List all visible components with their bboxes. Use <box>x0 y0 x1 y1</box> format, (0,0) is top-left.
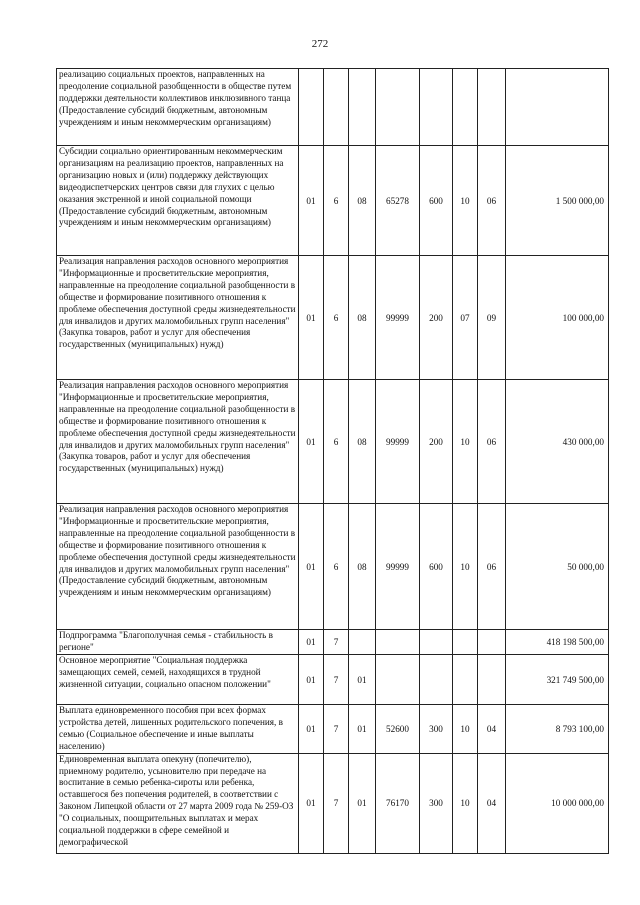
code-main-activity <box>349 630 376 655</box>
code-direction: 52600 <box>376 705 420 754</box>
code-subsection: 04 <box>478 753 506 853</box>
code-subprogram: 7 <box>324 753 349 853</box>
code-expense-type <box>420 630 453 655</box>
code-subsection: 06 <box>478 146 506 256</box>
code-section: 10 <box>453 753 478 853</box>
code-subprogram: 6 <box>324 146 349 256</box>
row-description: Реализация направления расходов основного мероприятия "Информационные и просветительские мероприятия, направленные на преодоление социальной разобщенности в обществе и формирование позитивного отношения к проблеме обеспечения доступной среды жизнедеятельности для инвалидов и других маломобильных групп населения" (Закупка товаров, работ и услуг для обеспечения государственных (муниципальных) нужд) <box>57 380 299 504</box>
code-subprogram: 7 <box>324 655 349 705</box>
row-description: Подпрограмма "Благополучная семья - стабильность в регионе" <box>57 630 299 655</box>
row-description: Субсидии социально ориентированным некоммерческим организациям на реализацию проектов, направленных на организацию новых и (или) поддержку действующих видеодиспетчерских центров связи для глухих с целью оказания экстренной и иной социальной помощи (Предоставление субсидий бюджетным, автономным учреждениям и иным некоммерческим организациям) <box>57 146 299 256</box>
row-amount: 321 749 500,00 <box>506 655 609 705</box>
code-expense-type: 600 <box>420 504 453 630</box>
row-description: Реализация направления расходов основного мероприятия "Информационные и просветительские мероприятия, направленные на преодоление социальной разобщенности в обществе и формирование позитивного отношения к проблеме обеспечения доступной среды жизнедеятельности для инвалидов и других маломобильных групп населения" (Предоставление субсидий бюджетным, автономным учреждениям и иным некоммерческим организациям) <box>57 504 299 630</box>
code-subprogram <box>324 69 349 146</box>
code-section: 10 <box>453 705 478 754</box>
row-amount: 1 500 000,00 <box>506 146 609 256</box>
code-subprogram: 6 <box>324 256 349 380</box>
code-section: 10 <box>453 380 478 504</box>
code-direction <box>376 69 420 146</box>
code-program <box>299 69 324 146</box>
table-row <box>57 705 609 754</box>
code-direction: 76170 <box>376 753 420 853</box>
code-main-activity: 08 <box>349 146 376 256</box>
code-subprogram: 6 <box>324 504 349 630</box>
row-description: Единовременная выплата опекуну (попечителю), приемному родителю, усыновителю при передаче на воспитание в семью ребенка-сироты или ребенка, оставшегося без попечения родителей, в соответствии с Законом Липецкой области от 27 марта 2009 года № 259-ОЗ "О социальных, поощрительных выплатах и мерах социальной поддержки в сфере семейной и демографической <box>57 753 299 853</box>
page-number: 272 <box>311 38 329 50</box>
table-row <box>57 504 609 630</box>
row-amount: 100 000,00 <box>506 256 609 380</box>
table-row <box>57 256 609 380</box>
code-subprogram: 6 <box>324 380 349 504</box>
row-description: Выплата единовременного пособия при всех формах устройства детей, лишенных родительского попечения, в семью (Социальное обеспечение и иные выплаты населению) <box>57 705 299 754</box>
table-row <box>57 655 609 705</box>
code-program: 01 <box>299 256 324 380</box>
code-main-activity: 01 <box>349 753 376 853</box>
code-section: 10 <box>453 146 478 256</box>
code-program: 01 <box>299 380 324 504</box>
code-direction <box>376 655 420 705</box>
code-subprogram: 7 <box>324 705 349 754</box>
code-section <box>453 655 478 705</box>
code-expense-type: 200 <box>420 380 453 504</box>
code-expense-type <box>420 69 453 146</box>
row-description: Основное мероприятие "Социальная поддержка замещающих семей, семей, находящихся в трудной жизненной ситуации, социально опасном положении" <box>57 655 299 705</box>
code-expense-type: 600 <box>420 146 453 256</box>
code-section <box>453 630 478 655</box>
code-program: 01 <box>299 630 324 655</box>
code-main-activity: 08 <box>349 380 376 504</box>
row-amount <box>506 69 609 146</box>
code-subsection: 06 <box>478 380 506 504</box>
code-expense-type: 300 <box>420 705 453 754</box>
table-row <box>57 380 609 504</box>
code-subsection: 09 <box>478 256 506 380</box>
code-expense-type: 300 <box>420 753 453 853</box>
code-subsection: 06 <box>478 504 506 630</box>
code-subsection <box>478 630 506 655</box>
code-subsection: 04 <box>478 705 506 754</box>
row-amount: 430 000,00 <box>506 380 609 504</box>
code-program: 01 <box>299 655 324 705</box>
code-program: 01 <box>299 504 324 630</box>
code-direction: 99999 <box>376 256 420 380</box>
table-row <box>57 69 609 146</box>
row-description: реализацию социальных проектов, направленных на преодоление социальной разобщенности в обществе путем поддержки деятельности коллективов инклюзивного танца (Предоставление субсидий бюджетным, автономным учреждениям и иным некоммерческим организациям) <box>57 69 299 146</box>
code-main-activity <box>349 69 376 146</box>
row-amount: 8 793 100,00 <box>506 705 609 754</box>
code-section <box>453 69 478 146</box>
row-amount: 10 000 000,00 <box>506 753 609 853</box>
code-main-activity: 01 <box>349 705 376 754</box>
code-program: 01 <box>299 146 324 256</box>
table-row <box>57 146 609 256</box>
row-description: Реализация направления расходов основного мероприятия "Информационные и просветительские мероприятия, направленные на преодоление социальной разобщенности в обществе и формирование позитивного отношения к проблеме обеспечения доступной среды жизнедеятельности для инвалидов и других маломобильных групп населения" (Закупка товаров, работ и услуг для обеспечения государственных (муниципальных) нужд) <box>57 256 299 380</box>
table-row <box>57 630 609 655</box>
code-direction <box>376 630 420 655</box>
code-subsection <box>478 655 506 705</box>
code-expense-type: 200 <box>420 256 453 380</box>
code-expense-type <box>420 655 453 705</box>
code-main-activity: 08 <box>349 504 376 630</box>
code-subprogram: 7 <box>324 630 349 655</box>
code-main-activity: 01 <box>349 655 376 705</box>
code-direction: 99999 <box>376 380 420 504</box>
row-amount: 50 000,00 <box>506 504 609 630</box>
code-program: 01 <box>299 705 324 754</box>
table-row <box>57 753 609 853</box>
code-direction: 65278 <box>376 146 420 256</box>
code-main-activity: 08 <box>349 256 376 380</box>
code-section: 10 <box>453 504 478 630</box>
code-direction: 99999 <box>376 504 420 630</box>
code-program: 01 <box>299 753 324 853</box>
code-section: 07 <box>453 256 478 380</box>
code-subsection <box>478 69 506 146</box>
row-amount: 418 198 500,00 <box>506 630 609 655</box>
budget-table <box>56 68 609 854</box>
